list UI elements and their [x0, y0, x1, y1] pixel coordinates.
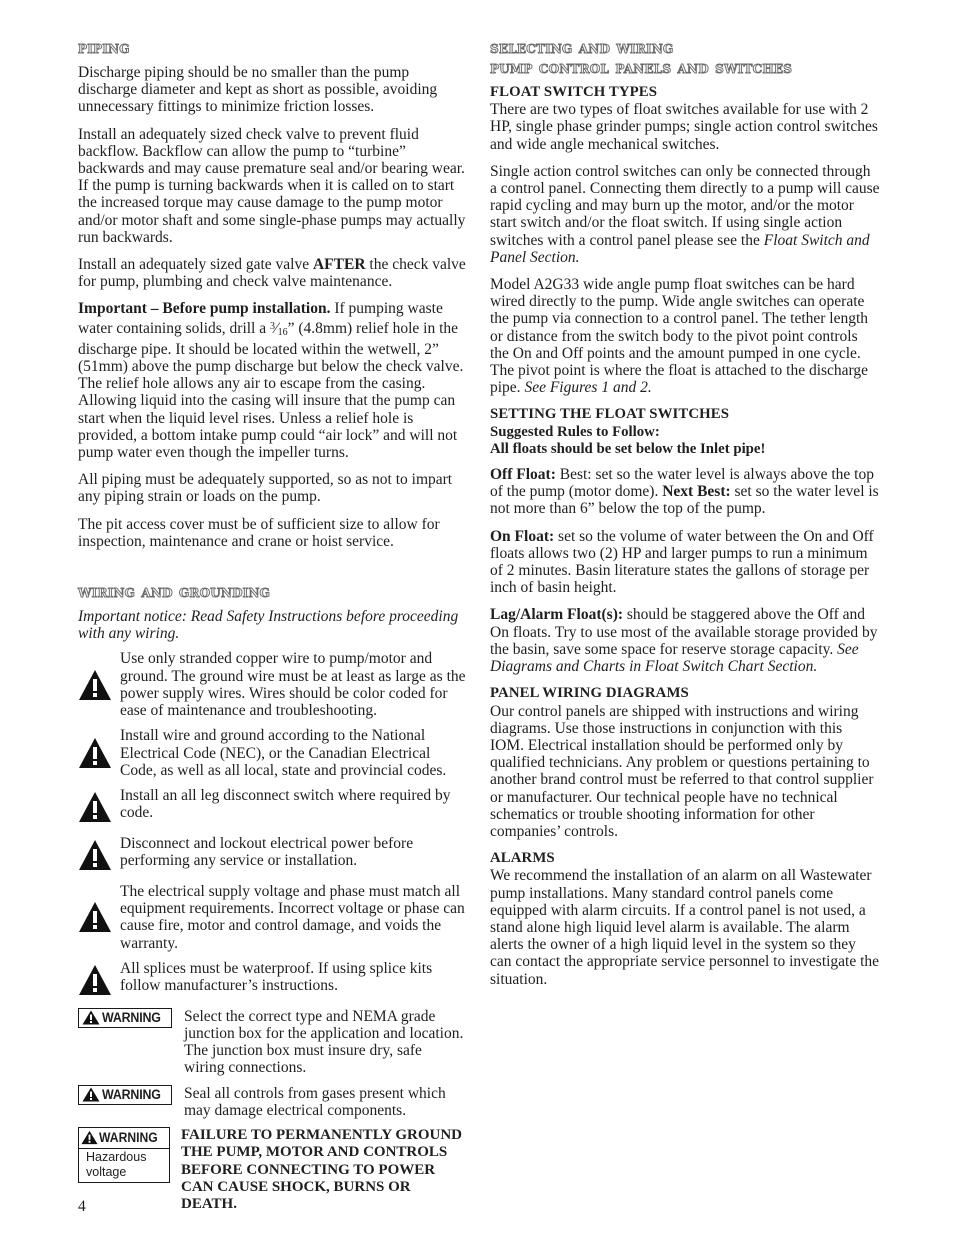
text-run: set so the water level is not more than 6” below the top of the pump. [490, 483, 879, 518]
final-warning-text: FAILURE TO PERMANENTLY GROUND THE PUMP, MOTOR AND CONTROLS BEFORE CONNECTING TO POWER CAN CAUSE SHOCK, BURNS OR DEATH. [181, 1126, 463, 1213]
warning-triangle-icon [78, 669, 112, 701]
piping-paragraph-6: The pit access cover must be of sufficient size to allow for inspection, maintenance and crane or hoist service. [78, 515, 440, 550]
wiring-notice [78, 608, 466, 642]
text-run: If pumping waste water containing solids, drill a [78, 300, 443, 337]
page-number: 4 [78, 1198, 86, 1215]
warning-triangle-icon [82, 1087, 100, 1102]
figure-reference: See Figures 1 and 2. [524, 379, 652, 397]
right-column [490, 38, 880, 998]
hazard-item [78, 787, 466, 827]
warning-text: Seal all controls from gases present which may damage electrical components. [184, 1084, 446, 1119]
text-run: Model A2G33 wide angle pump float switches can be hard wired directly to the pump. Wide angle switches can operate the pump via connection to a control panel. The tether length or distance from the switch body to the pivot point controls the On and Off points and the amount pumped in one cycle. The pivot point is where the float is attached to the discharge pipe. [490, 276, 869, 397]
suggested-rules [490, 424, 880, 458]
text-run: the check valve for pump, plumbing and check valve maintenance. [78, 256, 466, 291]
notice-text: Important notice: Read Safety Instructions before proceeding with any wiring. [78, 608, 459, 643]
rules-line-2: All floats should be set below the Inlet pipe! [490, 440, 766, 457]
hazardous-voltage-label: Hazardous voltage [86, 1149, 147, 1179]
on-float-label: On Float: [490, 527, 555, 545]
warning-label: WARNING [102, 1087, 161, 1103]
float-switch-types-heading: FLOAT SWITCH TYPES [490, 84, 658, 100]
hazardous-voltage-warning [78, 1127, 466, 1213]
warning-item [78, 1085, 466, 1119]
important-label: Important – Before pump installation. [78, 300, 331, 318]
setting-float-switches-heading: SETTING THE FLOAT SWITCHES [490, 406, 730, 423]
hazard-item [78, 883, 466, 952]
panels-heading-line-2: pump control panels and switches [490, 58, 793, 78]
hazard-item [78, 835, 466, 875]
emphasis-after: AFTER [312, 256, 366, 274]
fraction-numerator: 3 [270, 320, 275, 332]
alarms-paragraph: We recommend the installation of an alarm on all Wastewater pump installations. Many standard control panels come equipped with alarm circuits. If a control panel is not used, a stand alone high liquid level alarm is available. The alarm alerts the owner of a high liquid level in the system so they can contact the appropriate service personnel to investigate the situation. [490, 867, 880, 988]
warning-text: Select the correct type and NEMA grade junction box for the application and location. The junction box must insure dry, safe wiring connections. [184, 1007, 464, 1077]
text-run: set so the volume of water between the On and Off floats allows two (2) HP and larger pumps to run a minimum of 2 minutes. Basin literature states the gallons of storage per inch of basin height. [490, 527, 874, 597]
piping-paragraph-1: Discharge piping should be no smaller than the pump discharge diameter and kept as short as possible, avoiding unnecessary fittings to minimize friction losses. [78, 64, 438, 116]
rules-line-1: Suggested Rules to Follow: [490, 423, 660, 440]
warning-badge [78, 1085, 172, 1105]
float-types-paragraph-2 [490, 163, 880, 266]
piping-paragraph-2: Install an adequately sized check valve to prevent fluid backflow. Backflow can allow the pump to “turbine” backwards and may cause premature seal and/or bearing wear. If the pump is turning backwards when it is called on to start the increased torque may cause damage to the pump motor and/or motor shaft and some single-phase pumps may actually run backwards. [78, 125, 466, 246]
text-run: should be staggered above the Off and On floats. Try to use most of the available storage provided by the basin, save some space for reserve storage capacity. [490, 606, 878, 658]
text-run: Best: set so the water level is always above the top of the pump (motor dome). [490, 466, 874, 501]
text-run: Install an adequately sized gate valve [78, 256, 313, 274]
warning-badge [78, 1008, 172, 1028]
off-float-label: Off Float: [490, 466, 556, 484]
lag-alarm-float-paragraph [490, 606, 880, 675]
hazard-text: Use only stranded copper wire to pump/motor and ground. The ground wire must be at least as large as the power supply wires. Wires should be color coded for ease of maintenance and troubleshooting. [120, 650, 466, 720]
warning-label: WARNING [99, 1130, 158, 1146]
hazard-text: Install an all leg disconnect switch where required by code. [120, 786, 451, 822]
warning-triangle-icon [78, 791, 112, 823]
next-best-label: Next Best: [662, 483, 731, 501]
warning-triangle-icon [78, 737, 112, 769]
chart-reference: See Diagrams and Charts in Float Switch Chart Section. [490, 640, 859, 676]
hazard-text: All splices must be waterproof. If using splice kits follow manufacturer’s instructions. [120, 959, 433, 994]
piping-paragraph-3 [78, 256, 466, 290]
text-run: Single action control switches can only be connected through a control panel. Connecting them directly to a pump will cause rapid cycling and may burn up the motor, and/or the motor start switch and/or the float switch. If using single action switches with a control panel please see the [490, 162, 880, 249]
off-float-paragraph [490, 466, 880, 518]
hazard-item [78, 960, 466, 1000]
warning-triangle-icon [78, 964, 112, 996]
hazard-text: Disconnect and lockout electrical power before performing any service or installation. [120, 834, 414, 870]
panel-wiring-diagrams-heading: PANEL WIRING DIAGRAMS [490, 685, 689, 702]
warning-triangle-icon [78, 839, 112, 871]
on-float-paragraph [490, 528, 880, 597]
fraction-denominator: 16 [277, 326, 288, 338]
hazard-text: Install wire and ground according to the National Electrical Code (NEC), or the Canadian Electrical Code, as well as all local, state and provincial codes. [120, 727, 447, 779]
piping-paragraph-5: All piping must be adequately supported, so as not to impart any piping strain or loads on the pump. [78, 471, 453, 506]
text-run: ” (4.8mm) relief hole in the discharge pipe. It should be located within the wetwell, 2” (51mm) above the pump discharge but below the check valve. The relief hole allows any air to escape from the casing. Allowing liquid into the casing will insure that the pump can start when the liquid level rises. Unless a relief hole is provided, a bottom intake pump could “air lock” and will not pump water even though the impeller turns. [78, 319, 464, 462]
hazard-item [78, 727, 466, 779]
warning-triangle-icon [78, 901, 112, 933]
panels-heading [490, 38, 880, 78]
warning-item [78, 1008, 466, 1077]
warning-triangle-icon [82, 1010, 100, 1025]
float-types-paragraph-3 [490, 276, 880, 396]
panels-heading-line-1: selecting and wiring [490, 38, 674, 58]
piping-heading: piping [78, 38, 130, 58]
left-column [78, 38, 466, 1221]
lag-alarm-label: Lag/Alarm Float(s): [490, 606, 624, 624]
wiring-heading: wiring and grounding [78, 582, 271, 603]
alarms-heading: ALARMS [490, 850, 555, 867]
piping-paragraph-4: Important – Before pump installation. If pumping waste water containing solids, drill a $^3$⁄16” (4.8mm) relief hole in the discharge pipe. It should be located within the wetwell, 2” (51mm) above the pump discharge but below the check valve. The relief hole allows any air to escape from the casing. Allowing liquid into the casing will insure that the pump can start when the liquid level rises. Unless a relief hole is provided, a bottom intake pump could “air lock” and will not pump water even though the impeller turns. [78, 300, 464, 462]
float-types-paragraph-1: There are two types of float switches available for use with 2 HP, single phase grinder pumps; single action control switches and wide angle mechanical switches. [490, 101, 878, 153]
hazard-item [78, 650, 466, 719]
hazardous-voltage-box [78, 1127, 170, 1183]
panel-wiring-paragraph: Our control panels are shipped with instructions and wiring diagrams. Use those instructions in conjunction with this IOM. Electrical installation should be performed only by qualified technicians. Any problem or questions pertaining to another brand control must be referred to that control supplier or manufacturer. Our technical people have no technical schematics or trouble shooting information for other companies’ controls. [490, 702, 874, 840]
section-reference: Float Switch and Panel Section. [490, 231, 870, 266]
warning-label: WARNING [102, 1010, 161, 1026]
hazard-text: The electrical supply voltage and phase must match all equipment requirements. Incorrect voltage or phase can cause fire, motor and control damage, and voids the warranty. [120, 882, 465, 952]
warning-triangle-icon [81, 1130, 98, 1145]
